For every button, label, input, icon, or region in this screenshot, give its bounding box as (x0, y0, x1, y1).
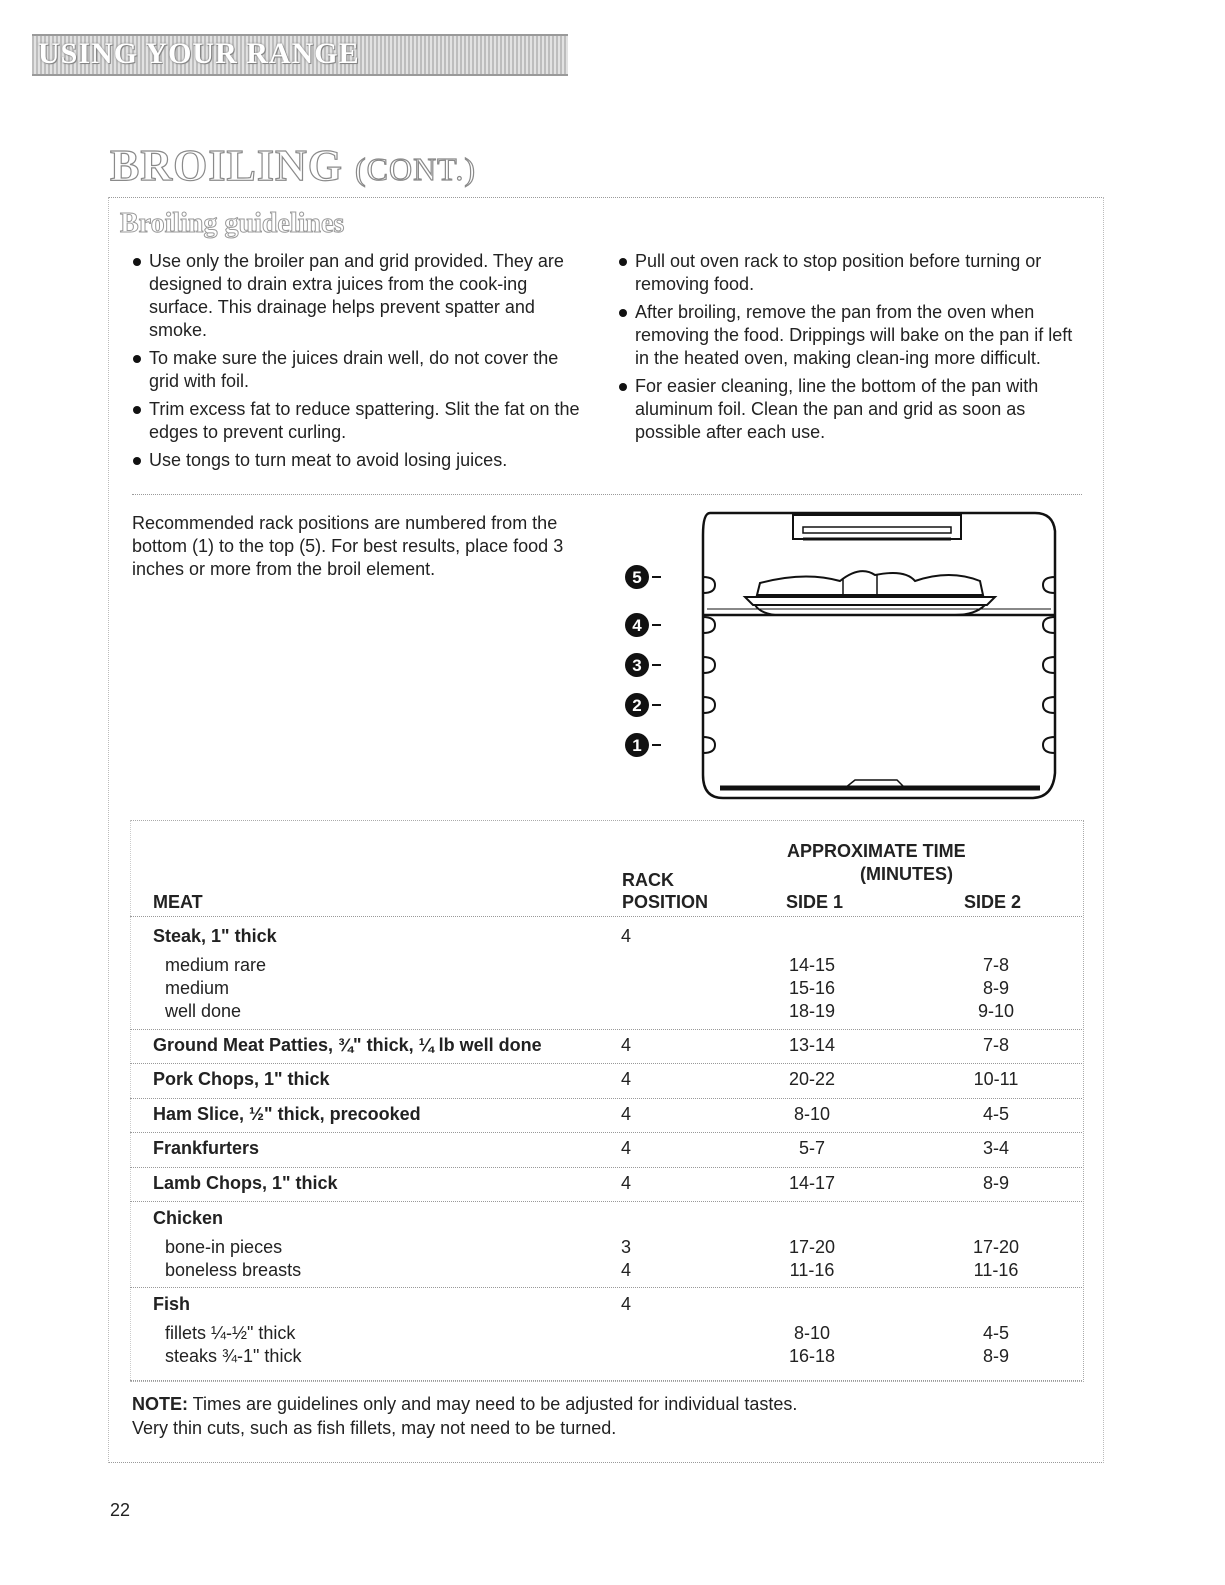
table-cell-rack: 4 (621, 926, 632, 946)
table-row-label: Pork Chops, 1" thick (153, 1069, 330, 1089)
table-cell-rack: 4 (621, 1069, 632, 1089)
table-cell-side2: 4-5 (982, 1323, 1009, 1343)
table-cell-side1: 18-19 (788, 1001, 836, 1021)
table-cell-side1: 14-17 (788, 1173, 836, 1193)
note-line-1: Times are guidelines only and may need to be adjusted for individual tastes. (188, 1394, 798, 1414)
table-row-divider (130, 1167, 1082, 1168)
table-cell-side2: 3-4 (982, 1138, 1009, 1158)
table-row-label: well done (165, 1001, 242, 1021)
table-cell-side2: 4-5 (982, 1104, 1009, 1124)
table-row-label: medium rare (165, 955, 267, 975)
table-cell-rack: 4 (621, 1294, 632, 1314)
guideline-item: Use tongs to turn meat to avoid losing juices. (132, 449, 592, 472)
table-row-label: bone-in pieces (165, 1237, 283, 1257)
header-approx-time: APPROXIMATE TIME (787, 841, 966, 861)
table-cell-rack: 4 (621, 1173, 632, 1193)
table-cell-side1: 8-10 (793, 1323, 831, 1343)
rack-positions-text: Recommended rack positions are numbered from the bottom (1) to the top (5). For best results, place food 3 inches or more from the broil element. (132, 513, 564, 579)
table-cell-side2: 8-9 (982, 978, 1009, 998)
table-row-divider (130, 1287, 1082, 1288)
table-row-divider (130, 1201, 1082, 1202)
table-cell-side1: 16-18 (788, 1346, 836, 1366)
table-row-label: steaks ¾-1" thick (165, 1346, 302, 1366)
table-cell-rack: 4 (621, 1104, 632, 1124)
table-row-label: Ground Meat Patties, ¾" thick, ¼ lb well done (153, 1035, 542, 1055)
banner-label: USING YOUR RANGE (38, 37, 360, 70)
table-cell-side1: 17-20 (788, 1237, 836, 1257)
table-cell-rack: 3 (621, 1237, 632, 1257)
table-cell-side2: 10-11 (973, 1069, 1019, 1089)
table-cell-side2: 8-9 (982, 1173, 1009, 1193)
table-cell-side2: 8-9 (982, 1346, 1009, 1366)
table-row-label: Frankfurters (153, 1138, 260, 1158)
note-line-2: Very thin cuts, such as fish fillets, may not need to be turned. (132, 1418, 617, 1438)
table-row-label: medium (165, 978, 230, 998)
table-cell-side2: 7-8 (982, 1035, 1009, 1055)
table-cell-side1: 11-16 (789, 1260, 835, 1280)
table-row-divider (130, 916, 1082, 917)
page-subtitle: (CONT.) (354, 151, 476, 187)
header-meat: MEAT (153, 892, 203, 912)
table-cell-side2: 17-20 (972, 1237, 1020, 1257)
guideline-item: For easier cleaning, line the bottom of the pan with aluminum foil. Clean the pan and grid as soon as possible after each use. (618, 375, 1088, 444)
page-number: 22 (110, 1500, 131, 1520)
table-row-divider (130, 1380, 1082, 1381)
table-row-divider (130, 1098, 1082, 1099)
table-row-label: boneless breasts (165, 1260, 302, 1280)
guideline-item: Use only the broiler pan and grid provided. They are designed to drain extra juices from the cook-ing surface. This drainage helps prevent spatter and smoke. (132, 250, 592, 342)
table-row-divider (130, 1029, 1082, 1030)
table-cell-side1: 20-22 (788, 1069, 836, 1089)
table-cell-side1: 5-7 (798, 1138, 825, 1158)
table-cell-rack: 4 (621, 1260, 632, 1280)
broiling-table (130, 820, 1084, 1382)
table-cell-side2: 11-16 (973, 1260, 1019, 1280)
header-minutes: (MINUTES) (860, 864, 953, 884)
rack-number-badges (625, 565, 661, 757)
table-cell-rack: 4 (621, 1138, 632, 1158)
rack-label-4: 4 (632, 616, 642, 635)
table-row-divider (130, 1132, 1082, 1133)
header-side1: SIDE 1 (786, 892, 844, 912)
table-row-label: Fish (153, 1294, 191, 1314)
guideline-item: Trim excess fat to reduce spattering. Slit the fat on the edges to prevent curling. (132, 398, 592, 444)
oven-rack-diagram (615, 505, 1065, 805)
table-row-label: Chicken (153, 1208, 224, 1228)
table-row-label: Ham Slice, ½" thick, precooked (153, 1104, 421, 1124)
guidelines-heading: Broiling guidelines (120, 208, 345, 239)
rack-label-1: 1 (632, 736, 642, 755)
guideline-item: After broiling, remove the pan from the oven when removing the food. Drippings will bake on the pan if left in the heated oven, making clean-ing more difficult. (618, 301, 1088, 370)
table-row-label: Lamb Chops, 1" thick (153, 1173, 338, 1193)
table-row-label: fillets ¼-½" thick (165, 1323, 296, 1343)
rack-label-2: 2 (632, 696, 642, 715)
rack-label-5: 5 (632, 568, 642, 587)
section-banner (32, 34, 568, 76)
table-cell-side1: 8-10 (793, 1104, 831, 1124)
table-row-label: Steak, 1" thick (153, 926, 277, 946)
table-cell-side1: 14-15 (788, 955, 836, 975)
table-cell-side1: 13-14 (788, 1035, 836, 1055)
table-cell-side2: 9-10 (977, 1001, 1015, 1021)
note-label: NOTE: (132, 1394, 188, 1414)
section-divider (132, 494, 1082, 495)
table-cell-side2: 7-8 (982, 955, 1009, 975)
guidelines-right-column (618, 250, 1088, 449)
header-rack: RACK (622, 870, 674, 890)
header-position: POSITION (622, 892, 709, 912)
table-cell-side1: 15-16 (788, 978, 836, 998)
page-title: BROILING (CONT.) (110, 141, 476, 190)
rack-label-3: 3 (632, 656, 642, 675)
table-row-divider (130, 1063, 1082, 1064)
note-text (132, 1392, 797, 1440)
header-side2: SIDE 2 (964, 892, 1022, 912)
table-cell-rack: 4 (621, 1035, 632, 1055)
guideline-item: Pull out oven rack to stop position before turning or removing food. (618, 250, 1088, 296)
guideline-item: To make sure the juices drain well, do not cover the grid with foil. (132, 347, 592, 393)
guidelines-left-column (132, 250, 592, 477)
